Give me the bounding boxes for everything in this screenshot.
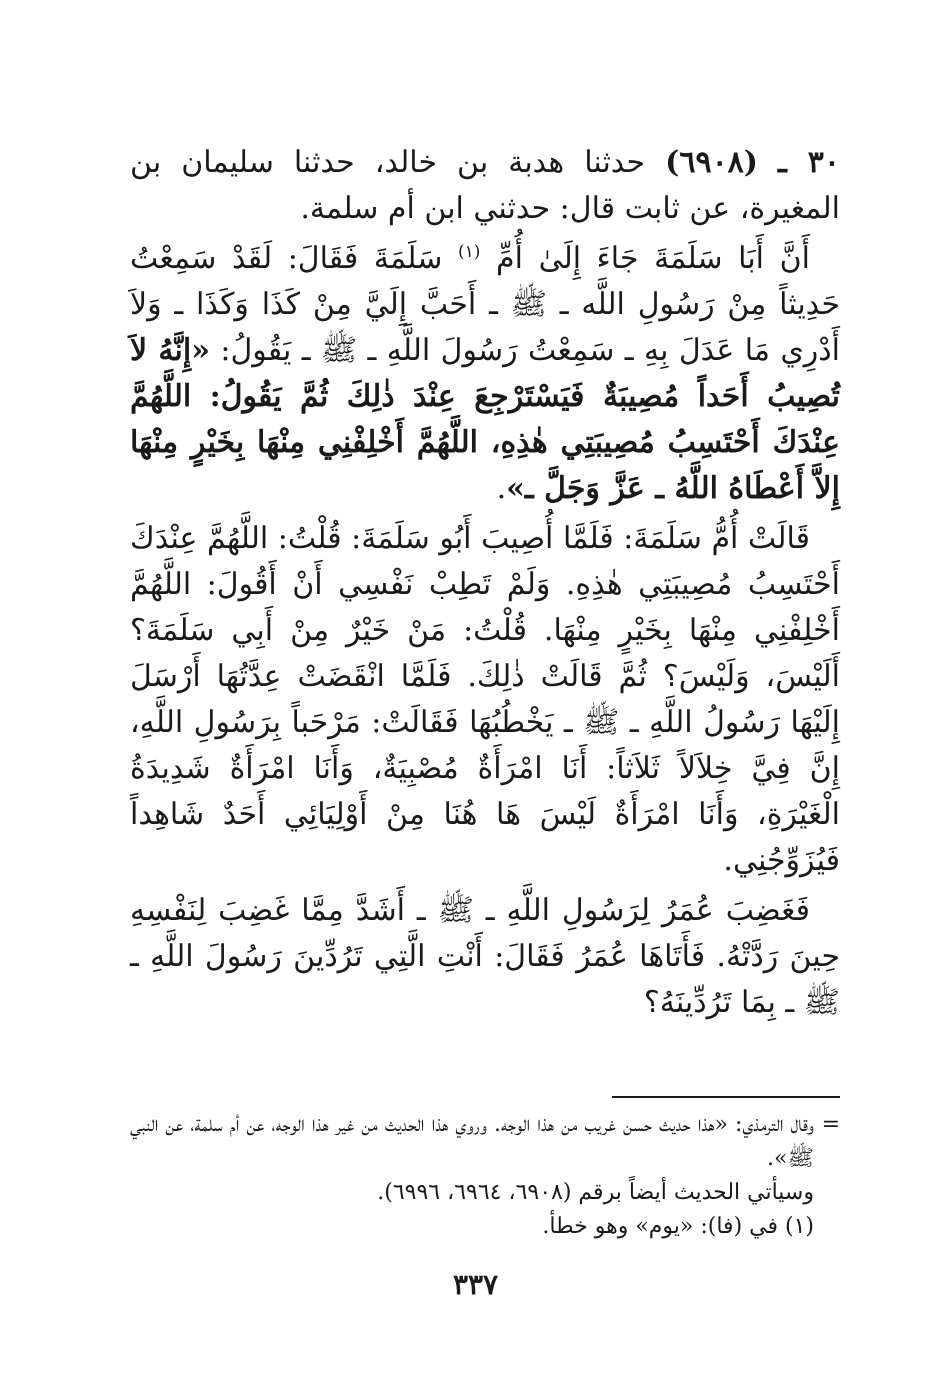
footnotes <box>130 1108 840 1244</box>
hadith-isnad: حدثنا هدبة بن خالد، حدثنا سليمان بن المغيرة، عن ثابت قال: حدثني ابن أم سلمة. <box>130 145 840 226</box>
footnote-ref-1: (١) <box>458 242 481 262</box>
paragraph-1-end: . <box>496 471 507 506</box>
footnote-cross-reference: وسيأتي الحديث أيضاً برقم (٦٩٠٨، ٦٩٦٤، ٦٩٩٦). <box>377 1180 814 1205</box>
hadith-number: (٦٩٠٨) <box>665 145 758 180</box>
hadith-header <box>130 140 840 232</box>
continuation-mark: = <box>821 1112 840 1137</box>
footnote-continuation <box>130 1108 840 1176</box>
page-number: ٣٣٧ <box>452 1268 499 1301</box>
paragraph-3: فَغَضِبَ عُمَرُ لِرَسُولِ اللَّهِ ـ ﷺ ـ أَشَدَّ مِمَّا غَضِبَ لِنَفْسِهِ حِينَ رَدَّتْهُ. فَأَتَاهَا عُمَرُ فَقَالَ: أَنْتِ الَّتِي تَرُدِّينَ رَسُولَ اللَّهِ ـ ﷺ ـ بِمَا تَرُدِّينَهُ؟ <box>130 893 840 1020</box>
hadith-number-prefix: ٣٠ ـ <box>778 145 840 180</box>
paragraph-2: قَالَتْ أُمُّ سَلَمَةَ: فَلَمَّا أُصِيبَ أَبُو سَلَمَةَ: قُلْتُ: اللَّهُمَّ عِنْدَكَ أَحْتَسِبُ مُصِيبَتِي هٰذِهِ. وَلَمْ تَطِبْ نَفْسِي أَنْ أَقُولَ: اللَّهُمَّ أَخْلِفْنِي مِنْهَا بِخَيْرٍ مِنْهَا. قُلْتُ: مَنْ خَيْرٌ مِنْ أَبِي سَلَمَةَ؟ أَلَيْسَ، وَلَيْسَ؟ ثُمَّ قَالَتْ ذٰلِكَ. فَلَمَّا انْقَضَتْ عِدَّتُهَا أَرْسَلَ إِلَيْهَا رَسُولُ اللَّهِ ـ ﷺ ـ يَخْطُبُهَا فَقَالَتْ: مَرْحَباً بِرَسُولِ اللَّهِ، إِنَّ فِيَّ خِلاَلاً ثَلاَثاً: أَنَا امْرَأَةٌ مُصْبِيَةٌ، وَأَنَا امْرَأَةٌ شَدِيدَةُ الْغَيْرَةِ، وَأَنَا امْرَأَةٌ لَيْسَ هَا هُنَا مِنْ أَوْلِيَائِي أَحَدٌ شَاهِداً فَيُزَوِّجُنِي. <box>130 521 840 878</box>
paragraph-1-part-1: أَنَّ أَبَا سَلَمَةَ جَاءَ إِلَىٰ أُمِّ <box>496 241 810 276</box>
prophetic-quote: «إِنَّهُ لاَ تُصِيبُ أَحَداً مُصِيبَةٌ فَيَسْتَرْجِعَ عِنْدَ ذٰلِكَ ثُمَّ يَقُولُ: اللَّهُمَّ عِنْدَكَ أَحْتَسِبُ مُصِيبَتِي هٰذِهِ، اللَّهُمَّ أَخْلِفْنِي مِنْهَا بِخَيْرٍ مِنْهَا إِلاَّ أَعْطَاهُ اللَّهُ ـ عَزَّ وَجَلَّ ـ» <box>130 333 840 506</box>
paragraph-1-part-2: سَلَمَةَ فَقَالَ: لَقَدْ سَمِعْتُ حَدِيثاً مِنْ رَسُولِ اللَّه ـ ﷺ ـ أَحَبَّ إِلَيَّ مِنْ كَذَا وَكَذَا ـ وَلاَ أَدْرِي مَا عَدَلَ بِهِ ـ سَمِعْتُ رَسُولَ اللَّهِ ـ ﷺ ـ يَقُولُ: <box>130 241 840 368</box>
footnote-1: (١) في (فا): «يوم» وهو خطأ. <box>542 1214 814 1239</box>
footnote-divider <box>612 1096 840 1098</box>
main-text <box>130 140 840 1030</box>
footnote-tirmidhi: وقال الترمذي: «هذا حديث حسن غريب من هذا الوجه. وروي هذا الحديث من غير هذا الوجه، عن أم سلمة، عن النبي ﷺ». <box>130 1112 814 1171</box>
paragraph-1 <box>130 236 840 512</box>
